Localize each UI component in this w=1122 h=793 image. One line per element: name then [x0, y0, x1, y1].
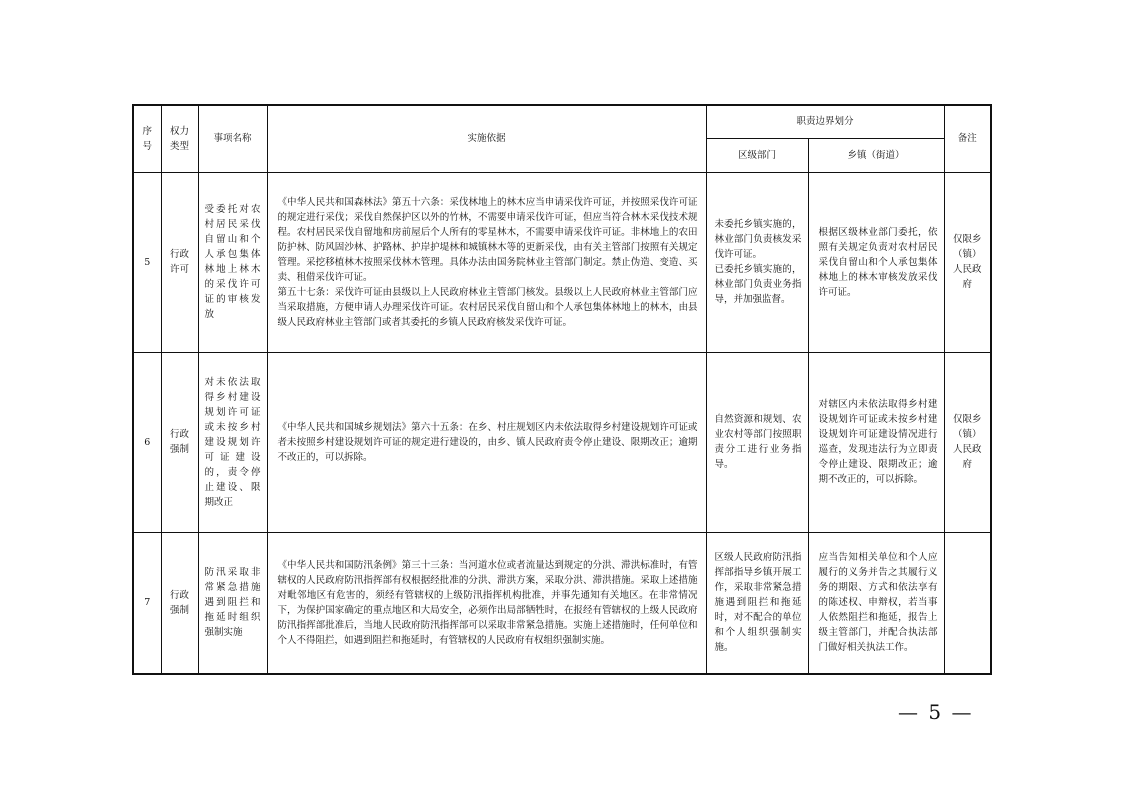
row-township-duty: 根据区级林业部门委托，依照有关规定负责对农村居民采伐自留山和个人承包集体林地上的林木审核发放采伐许可证。	[808, 172, 944, 352]
table-row	[133, 352, 991, 532]
row-item-name: 对未依法取得乡村建设规划许可证或未按乡村建设规划许可证建设的，责令停止建设、限期改正	[198, 352, 267, 532]
header-township: 乡镇（街道）	[808, 138, 944, 172]
table-row	[133, 532, 991, 674]
header-basis: 实施依据	[267, 105, 706, 172]
row-seq: 6	[133, 352, 161, 532]
row-note: 仅限乡 （镇） 人民政 府	[944, 172, 991, 352]
row-basis	[267, 352, 706, 532]
row-township-duty: 应当告知相关单位和个人应履行的义务并告之其履行义务的期限、方式和依法享有的陈述权、申辩权，若当事人依然阻拦和拖延，报告上级主管部门，并配合执法部门做好相关执法工作。	[808, 532, 944, 674]
row-item-name: 防汛采取非常紧急措施遇到阻拦和拖延时组织强制实施	[198, 532, 267, 674]
header-note: 备注	[944, 105, 991, 172]
row-township-duty: 对辖区内未依法取得乡村建设规划许可证或未按乡村建设规划许可证建设情况进行巡查，发现违法行为立即责令停止建设、限期改正；逾期不改正的，可以拆除。	[808, 352, 944, 532]
basis-paragraph: 第五十七条：采伐许可证由县级以上人民政府林业主管部门核发。县级以上人民政府林业主管部门应当采取措施，方便申请人办理采伐许可证。农村居民采伐自留山和个人承包集体林地上的林木，由县级人民政府林业主管部门或者其委托的乡镇人民政府核发采伐许可证。	[277, 286, 698, 328]
header-row-1	[133, 105, 991, 138]
row-note: 仅限乡 （镇） 人民政 府	[944, 352, 991, 532]
duty-boundary-table	[132, 104, 992, 675]
row-district-duty: 未委托乡镇实施的，林业部门负责核发采伐许可证。 已委托乡镇实施的，林业部门负责业务指导，并加强监督。	[706, 172, 808, 352]
row-seq: 5	[133, 172, 161, 352]
row-item-name: 受委托对农村居民采伐自留山和个人承包集体林地上林木的采伐许可证的审核发放	[198, 172, 267, 352]
row-seq: 7	[133, 532, 161, 674]
table-row	[133, 172, 991, 352]
row-power-type: 行政 强制	[161, 532, 198, 674]
row-power-type: 行政 强制	[161, 352, 198, 532]
basis-paragraph: 《中华人民共和国森林法》第五十六条：采伐林地上的林木应当申请采伐许可证，并按照采伐许可证的规定进行采伐；采伐自然保护区以外的竹林，不需要申请采伐许可证，但应当符合林木采伐技术规程。农村居民采伐自留地和房前屋后个人所有的零星林木，不需要申请采伐许可证。非林地上的农田防护林、防风固沙林、护路林、护岸护堤林和城镇林木等的更新采伐，由有关主管部门按照有关规定管理。采挖移植林木按照采伐林木管理。具体办法由国务院林业主管部门制定。禁止伪造、变造、买卖、租借采伐许可证。	[277, 196, 698, 283]
basis-paragraph: 《中华人民共和国城乡规划法》第六十五条：在乡、村庄规划区内未依法取得乡村建设规划许可证或者未按照乡村建设规划许可证的规定进行建设的，由乡、镇人民政府责令停止建设、限期改正；逾期不改正的，可以拆除。	[277, 421, 698, 463]
header-division: 职责边界划分	[706, 105, 944, 138]
basis-paragraph: 《中华人民共和国防汛条例》第三十三条：当河道水位或者流量达到规定的分洪、滞洪标准时，有管辖权的人民政府防汛指挥部有权根据经批准的分洪、滞洪方案，采取分洪、滞洪措施。采取上述措施对毗邻地区有危害的，须经有管辖权的上级防汛指挥机构批准，并事先通知有关地区。在非常情况下，为保护国家确定的重点地区和大局安全，必须作出局部牺牲时，在报经有管辖权的上级人民政府防汛指挥部批准后，当地人民政府防汛指挥部可以采取非常紧急措施。实施上述措施时，任何单位和个人不得阻拦，如遇到阻拦和拖延时，有管辖权的人民政府有权组织强制实施。	[277, 559, 698, 646]
header-seq: 序 号	[133, 105, 161, 172]
header-item-name: 事项名称	[198, 105, 267, 172]
header-district: 区级部门	[706, 138, 808, 172]
page-number: — 5 —	[898, 700, 974, 724]
row-district-duty: 区级人民政府防汛指挥部指导乡镇开展工作，采取非常紧急措施遇到阻拦和拖延时，对不配合的单位和个人组织强制实施。	[706, 532, 808, 674]
row-basis	[267, 532, 706, 674]
row-district-duty: 自然资源和规划、农业农村等部门按照职责分工进行业务指导。	[706, 352, 808, 532]
row-basis	[267, 172, 706, 352]
row-power-type: 行政 许可	[161, 172, 198, 352]
row-note	[944, 532, 991, 674]
header-power-type: 权力 类型	[161, 105, 198, 172]
